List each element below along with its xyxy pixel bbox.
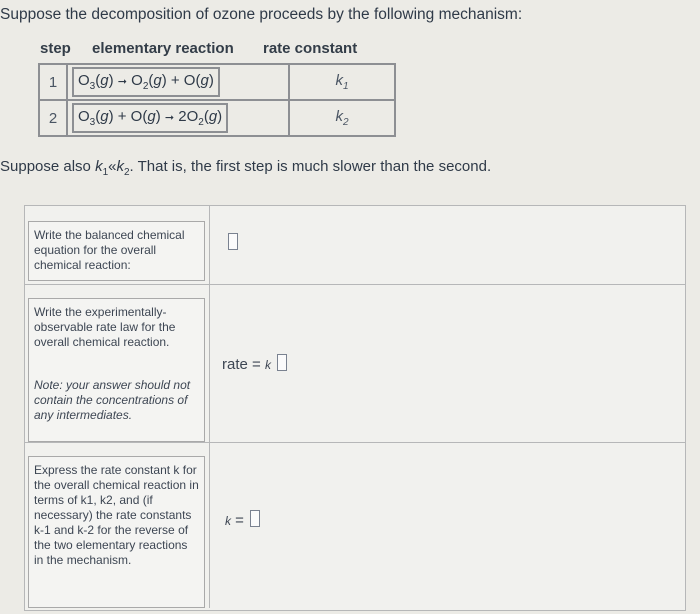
q3-answer (225, 510, 260, 529)
k-subscript: 2 (342, 117, 349, 128)
question-row-1 (25, 206, 685, 285)
rate-constant-1 (289, 64, 395, 100)
q2-answer-input[interactable] (277, 354, 287, 371)
reaction-1: $O_3(g)$ ➞ $O_2(g) + O(g)$ (67, 64, 289, 100)
mechanism-table (38, 63, 396, 137)
reaction-2: $O_3(g) + O(g)$ ➞ $2O_2(g)$ (67, 100, 289, 136)
q3-answer-input[interactable] (250, 510, 260, 527)
question-cell (25, 442, 210, 608)
q2-prompt: Write the experimentally-observable rate law for the overall chemical reaction. (34, 305, 176, 349)
question-cell (25, 206, 210, 284)
k-symbol: k (335, 108, 343, 125)
q1-prompt: Write the balanced chemical equation for the overall chemical reaction: (28, 221, 205, 281)
mechanism-header-reaction: elementary reaction (92, 40, 234, 57)
mechanism-row-2 (39, 100, 395, 136)
k1-symbol: k (95, 158, 103, 175)
mechanism-row-1 (39, 64, 395, 100)
mechanism-header-rate-constant: rate constant (263, 40, 358, 57)
q2-prompt-box (28, 298, 205, 442)
q3-prompt: Express the rate constant k for the overall chemical reaction in terms of k1, k2, and (if necessary) the rate constants k-1 and k-2 for the reverse of the two elementary reactions in the mechanism. (28, 456, 205, 608)
q1-answer-input[interactable] (228, 233, 238, 250)
k-subscript: 1 (342, 81, 349, 92)
intro-text: Suppose the decomposition of ozone proceeds by the following mechanism: (0, 6, 523, 23)
q2-note: Note: your answer should not contain the concentrations of any intermediates. (34, 378, 191, 422)
k1-subscript: 1 (102, 167, 109, 178)
k2-subscript: 2 (123, 167, 130, 178)
q2-answer (222, 354, 287, 373)
question-cell (25, 284, 210, 442)
k-symbol: k (225, 514, 231, 528)
equals-sign: = (235, 512, 244, 529)
question-table (24, 205, 686, 611)
much-less-than: « (108, 158, 117, 175)
q1-answer (226, 233, 238, 252)
question-row-2 (25, 284, 685, 443)
step-number: 1 (39, 64, 67, 100)
suppose-suffix: . That is, the first step is much slower than the second. (129, 158, 492, 175)
rate-label: rate = (222, 356, 265, 373)
k-symbol: k (264, 358, 271, 372)
k-symbol: k (335, 72, 343, 89)
mechanism-header-step: step (40, 40, 71, 57)
question-row-3 (25, 442, 685, 608)
k2-symbol: k (116, 158, 124, 175)
suppose-also-text (0, 158, 491, 178)
suppose-prefix: Suppose also (0, 158, 96, 175)
step-number: 2 (39, 100, 67, 136)
rate-constant-2 (289, 100, 395, 136)
